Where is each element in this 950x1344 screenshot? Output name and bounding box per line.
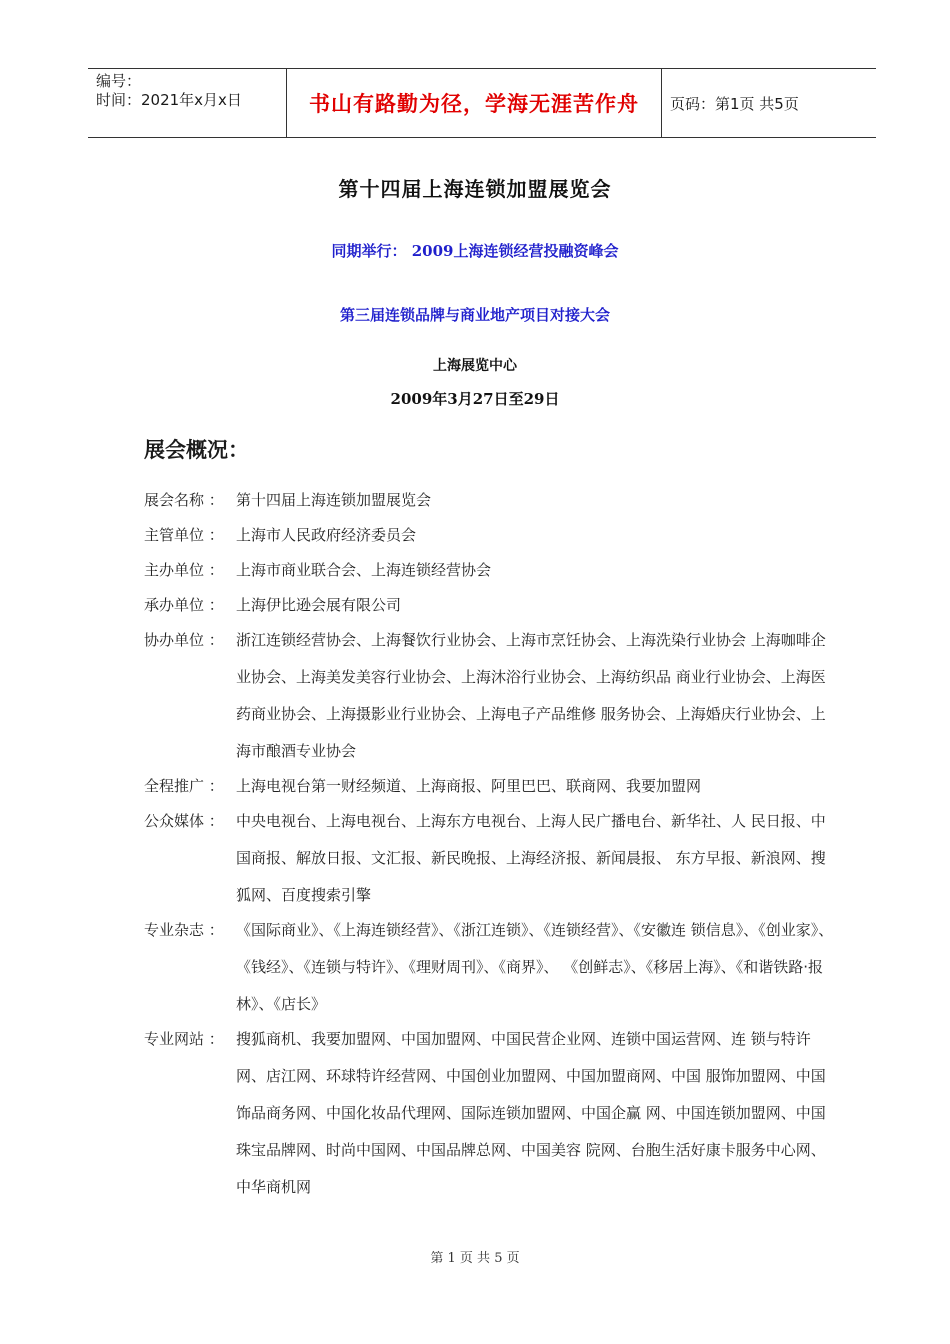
document-header: [88, 68, 876, 138]
info-label: 展会名称 ：: [144, 491, 224, 509]
header-page-label: 页码：第1页 共5页: [670, 94, 799, 113]
info-label: 专业网站 ：: [144, 1030, 224, 1048]
info-value: 上海电视台第一财经频道、上海商报、阿里巴巴、联商网、我要加盟网: [236, 777, 702, 795]
info-label: 协办单位 ：: [144, 631, 224, 649]
venue: 上海展览中心: [433, 358, 517, 374]
info-label: 专业杂志 ：: [144, 921, 224, 939]
event-date: 2009年3月27日至29日: [390, 390, 560, 408]
info-label: 公众媒体 ：: [144, 812, 224, 830]
info-row: [144, 587, 834, 624]
number-label: 编号：: [96, 72, 142, 90]
info-row: [144, 912, 834, 1023]
concurrent-event-title: 同期举行： 2009上海连锁经营投融资峰会: [331, 242, 619, 260]
time-label: 时间：2021年x月x日: [96, 91, 242, 109]
info-label: 主办单位 ：: [144, 561, 224, 579]
info-label: 全程推广 ：: [144, 777, 224, 795]
main-title: 第十四届上海连锁加盟展览会: [338, 177, 612, 201]
info-value: 上海伊比逊会展有限公司: [236, 596, 402, 614]
info-value: 上海市人民政府经济委员会: [236, 526, 417, 544]
info-row: [144, 768, 834, 805]
info-row: [144, 552, 834, 589]
matchmaking-conference-title: 第三届连锁品牌与商业地产项目对接大会: [339, 306, 610, 324]
info-row: [144, 517, 834, 554]
header-motto: 书山有路勤为径，学海无涯苦作舟: [287, 69, 662, 137]
info-value: 中央电视台、上海电视台、上海东方电视台、上海人民广播电台、新华社、人 民日报、中国商报、解放日报、文汇报、新民晚报、上海经济报、新闻晨报、 东方早报、新浪网、搜狐网、百度搜索引擎: [236, 812, 826, 904]
info-label: 承办单位 ：: [144, 596, 224, 614]
page-footer: 第 1 页 共 5 页: [430, 1251, 520, 1266]
info-value: 上海市商业联合会、上海连锁经营协会: [236, 561, 492, 579]
info-value: 搜狐商机、我要加盟网、中国加盟网、中国民营企业网、连锁中国运营网、连 锁与特许网、店江网、环球特许经营网、中国创业加盟网、中国加盟商网、中国 服饰加盟网、中国饰品商务网、中国化妆品代理网、国际连锁加盟网、中国企赢 网、中国连锁加盟网、中国珠宝品牌网、时尚中国网、中国品牌总网、中国美容 院网、台胞生活好康卡服务中心网、中华商机网: [236, 1030, 826, 1196]
info-value: 《国际商业》、《上海连锁经营》、《浙江连锁》、《连锁经营》、《安徽连 锁信息》、《创业家》、《钱经》、《连锁与特许》、《理财周刊》、《商界》、 《创鲜志》、《移居上海》、《和谐铁路·报林》、《店长》: [236, 921, 834, 1013]
info-list: [144, 482, 834, 1204]
section-title: 展会概况：: [144, 438, 249, 462]
info-label: 主管单位 ：: [144, 526, 224, 544]
info-row: [144, 803, 834, 914]
info-row: [144, 1021, 834, 1206]
info-value: 第十四届上海连锁加盟展览会: [236, 491, 432, 509]
header-meta: [88, 69, 287, 137]
info-value: 浙江连锁经营协会、上海餐饮行业协会、上海市烹饪协会、上海洗染行业协会 上海咖啡企业协会、上海美发美容行业协会、上海沐浴行业协会、上海纺织品 商业行业协会、上海医药商业协会、上海摄影业行业协会、上海电子产品维修 服务协会、上海婚庆行业协会、上海市酿酒专业协会: [236, 631, 826, 760]
info-row: [144, 482, 834, 519]
info-row: [144, 622, 834, 770]
